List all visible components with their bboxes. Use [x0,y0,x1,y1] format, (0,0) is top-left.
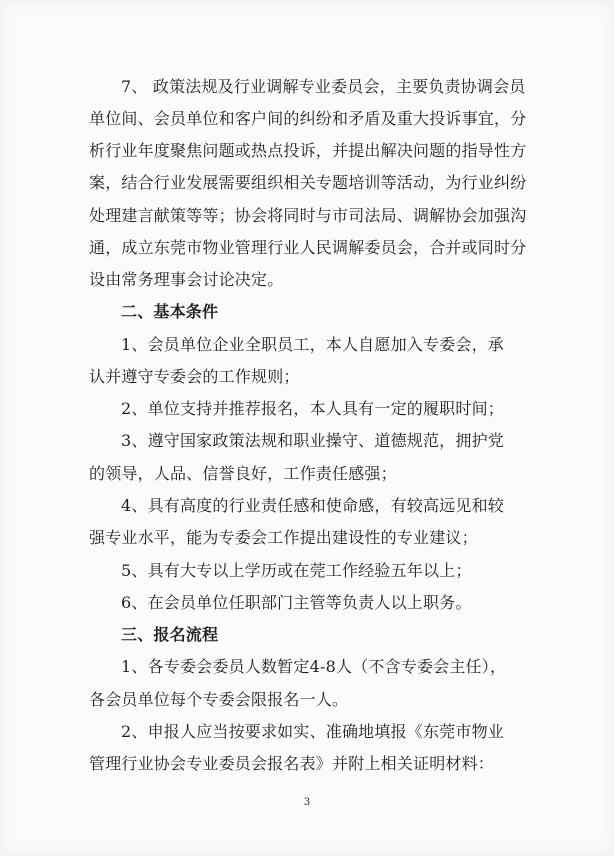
text-line: 管理行业协会专业委员会报名表》并附上相关证明材料： [89,754,495,773]
text-line: 6、在会员单位任职部门主管等负责人以上职务。 [121,593,472,612]
text-line: 强专业水平，能为专委会工作提出建设性的专业建议； [89,528,478,547]
text-line: 单位间、会员单位和客户间的纠纷和矛盾及重大投诉事宜，分 [89,109,527,128]
section-heading: 三、报名流程 [121,625,219,644]
text-line: 5、具有大专以上学历或在莞工作经验五年以上； [121,561,472,580]
text-line: 1、各专委会委员人数暂定4-8人（不含专委会主任）， [121,657,507,676]
text-line: 设由常务理事会讨论决定。 [89,270,284,289]
section-heading: 二、基本条件 [121,302,219,321]
page-number: 3 [303,797,311,808]
text-line: 7、 政策法规及行业调解专业委员会，主要负责协调会员 [121,77,526,96]
text-line: 案，结合行业发展需要组织相关专题培训等活动，为行业纠纷 [89,173,527,192]
text-line: 2、单位支持并推荐报名，本人具有一定的履职时间； [121,399,504,418]
text-line: 通，成立东莞市物业管理行业人民调解委员会，合并或同时分 [89,238,527,257]
text-line: 2、申报人应当按要求如实、准确地填报《东莞市物业 [121,722,504,741]
text-line: 处理建言献策等等；协会将同时与市司法局、调解协会加强沟 [89,206,527,225]
text-line: 4、具有高度的行业责任感和使命感，有较高远见和较 [121,496,504,515]
text-line: 的领导，人品、信誉良好，工作责任感强； [89,464,397,483]
text-line: 3、遵守国家政策法规和职业操守、道德规范，拥护党 [121,431,504,450]
text-line: 各会员单位每个专委会限报名一人。 [89,690,349,709]
text-line: 析行业年度聚焦问题或热点投诉，并提出解决问题的指导性方 [89,141,527,160]
text-line: 认并遵守专委会的工作规则； [89,367,300,386]
text-line: 1、会员单位企业全职员工，本人自愿加入专委会，承 [121,335,504,354]
